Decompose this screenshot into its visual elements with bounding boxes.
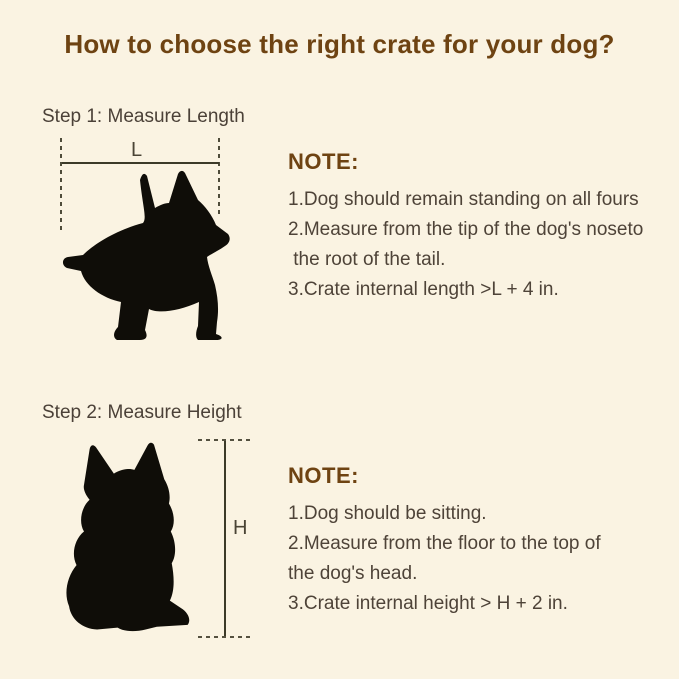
note-length-line-4: 3.Crate internal length >L + 4 in. bbox=[288, 279, 559, 300]
page-title: How to choose the right crate for your dog? bbox=[64, 29, 615, 59]
height-label: H bbox=[233, 517, 248, 539]
note-height-line-4: 3.Crate internal height > H + 2 in. bbox=[288, 593, 568, 614]
note-height-line-1: 1.Dog should be sitting. bbox=[288, 503, 487, 524]
note-length-line-2: 2.Measure from the tip of the dog's noseto bbox=[288, 219, 644, 240]
note-height-line-3: the dog's head. bbox=[288, 563, 418, 584]
note-height-line-2: 2.Measure from the floor to the top of bbox=[288, 533, 601, 554]
note-length-line-1: 1.Dog should remain standing on all fours bbox=[288, 189, 639, 210]
standing-dog-silhouette-icon bbox=[55, 170, 230, 342]
note-height bbox=[288, 463, 668, 619]
note-length bbox=[288, 149, 668, 305]
step1-heading: Step 1: Measure Length bbox=[42, 106, 245, 127]
height-dimension-lines bbox=[195, 433, 257, 643]
note-height-heading: NOTE: bbox=[288, 463, 359, 488]
note-length-line-3: the root of the tail. bbox=[288, 249, 446, 270]
sitting-dog-silhouette-icon bbox=[56, 434, 196, 644]
length-label: L bbox=[131, 139, 143, 161]
note-length-heading: NOTE: bbox=[288, 149, 359, 174]
step2-heading: Step 2: Measure Height bbox=[42, 402, 242, 423]
